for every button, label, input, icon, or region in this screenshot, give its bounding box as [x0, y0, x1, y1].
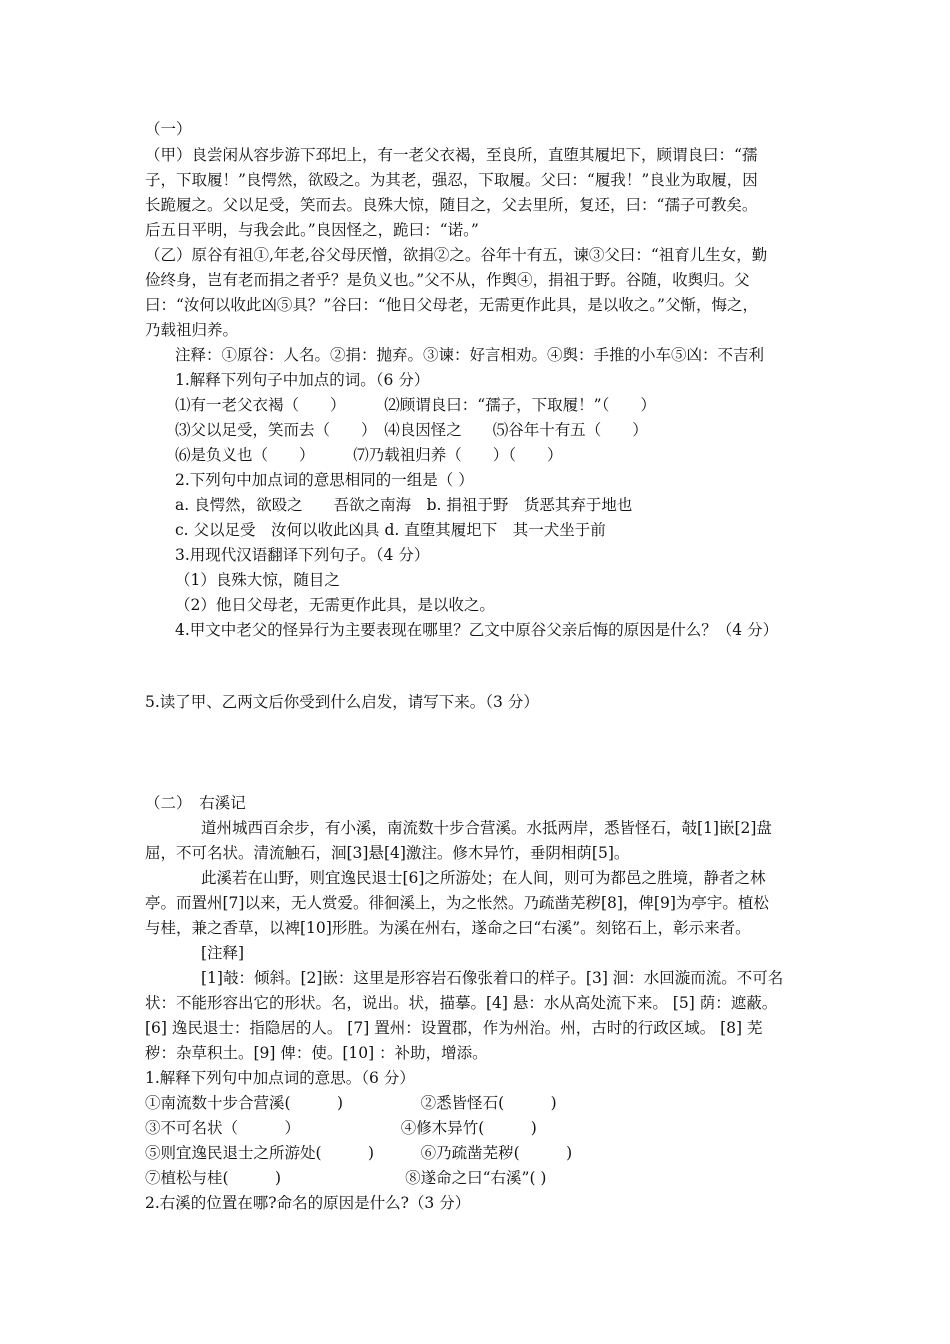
passage-jia-line: （甲）良尝闲从容步游下邳圯上，有一老父衣褐，至良所，直堕其履圯下，顾谓良曰：“孺: [145, 146, 758, 164]
passage-paragraph-2-line: 亭。而置州[7]以来，无人赏爱。徘徊溪上，为之怅然。乃疏凿芜秽[8]，俾[9]为亭宇。植松: [145, 894, 769, 912]
passage-paragraph-1-line: 屈，不可名状。清流触石，洄[3]悬[4]激注。修木异竹，垂阴相荫[5]。: [145, 844, 630, 862]
question-2-options-ab: a. 良愕然，欲殴之 吾欲之南海 b. 捐祖于野 货恶其弃于地也: [175, 496, 633, 514]
section-2-question-1-row: ③不可名状（ ） ④修木异竹( ): [145, 1119, 537, 1137]
notes-line: 状：不能形容出它的形状。名，说出。状，描摹。[4] 悬：水从高处流下来。 [5] 荫：遮蔽。: [145, 994, 778, 1012]
question-1-title: 1.解释下列句子中加点的词。（6 分）: [175, 371, 430, 389]
notes-heading: [注释]: [201, 944, 245, 962]
section-2-question-1-row: ⑦植松与桂( ) ⑧遂命之曰“右溪”( ): [145, 1169, 547, 1187]
passage-jia-line: 后五日平明，与我会此。”良因怪之，跪曰：“诺。”: [145, 221, 479, 239]
section-1-heading: （一）: [145, 120, 192, 138]
section-2-question-1-row: ①南流数十步合营溪( ) ②悉皆怪石( ): [145, 1094, 557, 1112]
passage-yi-line: 俭终身，岂有老而捐之者乎？是负义也。”父不从，作舆④，捐祖于野。谷随，收舆归。父: [145, 271, 750, 289]
section-2-question-1-title: 1.解释下列句中加点词的意思。（6 分）: [145, 1069, 415, 1087]
notes-line: 秽：杂草积土。[9] 俾：使。[10] ：补助，增添。: [145, 1044, 488, 1062]
section-2-heading: （二） 右溪记: [145, 794, 246, 812]
question-3-sentence-2: （2）他日父母老，无需更作此具，是以收之。: [175, 596, 495, 614]
passage-paragraph-2-line: 与桂，兼之香草，以裨[10]形胜。为溪在州右，遂命之曰“右溪”。刻铭石上，彰示来者。: [145, 919, 751, 937]
passage-paragraph-2-line: 此溪若在山野，则宜逸民退士[6]之所游处；在人间，则可为都邑之胜境，静者之林: [201, 869, 766, 887]
notes-line: [6] 逸民退士：指隐居的人。 [7] 置州：设置郡，作为州治。州，古时的行政区域。 [8] 芜: [145, 1019, 763, 1037]
section-2-question-1-row: ⑤则宜逸民退士之所游处( ) ⑥乃疏凿芜秽( ): [145, 1144, 573, 1162]
question-3-title: 3.用现代汉语翻译下列句子。（4 分）: [175, 546, 430, 564]
question-1-row: ⑴有一老父衣褐（ ） ⑵顾谓良曰：“孺子，下取履！”（ ）: [175, 396, 656, 414]
question-3-sentence-1: （1）良殊大惊，随目之: [175, 571, 340, 589]
question-5: 5.读了甲、乙两文后你受到什么启发，请写下来。（3 分）: [145, 693, 539, 711]
passage-jia-line: 子，下取履！”良愕然，欲殴之。为其老，强忍，下取履。父曰：“履我！”良业为取履，因: [145, 171, 758, 189]
passage-jia-line: 长跪履之。父以足受，笑而去。良殊大惊，随目之，父去里所，复还，曰：“孺子可教矣。: [145, 196, 758, 214]
passage-yi-line: 曰：“汝何以收此凶⑤具？”谷曰：“他日父母老，无需更作此具，是以收之。”父惭，悔之，: [145, 296, 758, 314]
question-4: 4.甲文中老父的怪异行为主要表现在哪里？乙文中原谷父亲后悔的原因是什么？（4 分）: [175, 621, 779, 639]
passage-paragraph-1-line: 道州城西百余步，有小溪，南流数十步合营溪。水抵两岸，悉皆怪石，攲[1]嵌[2]盘: [201, 819, 772, 837]
question-2-title: 2.下列句中加点词的意思相同的一组是（ ）: [175, 471, 474, 489]
passage-yi-line: （乙）原谷有祖①,年老,谷父母厌憎，欲捐②之。谷年十有五，谏③父曰：“祖育儿生女，勤: [145, 246, 768, 264]
notes-line: [1]攲：倾斜。[2]嵌：这里是形容岩石像张着口的样子。[3] 洄：水回漩而流。不可名: [201, 969, 784, 987]
question-1-row: ⑹是负义也（ ） ⑺乃载祖归养（ ）（ ）: [175, 446, 563, 464]
section-2-question-2: 2.右溪的位置在哪?命名的原因是什么?（3 分）: [145, 1194, 471, 1212]
question-2-options-cd: c. 父以足受 汝何以收此凶具 d. 直堕其履圯下 其一犬坐于前: [175, 521, 606, 539]
section-1-notes: 注释：①原谷：人名。②捐：抛弃。③谏：好言相劝。④舆：手推的小车⑤凶：不吉利: [175, 346, 765, 364]
question-1-row: ⑶父以足受，笑而去（ ） ⑷良因怪之 ⑸谷年十有五（ ）: [175, 421, 648, 439]
passage-yi-line: 乃载祖归养。: [145, 321, 239, 339]
